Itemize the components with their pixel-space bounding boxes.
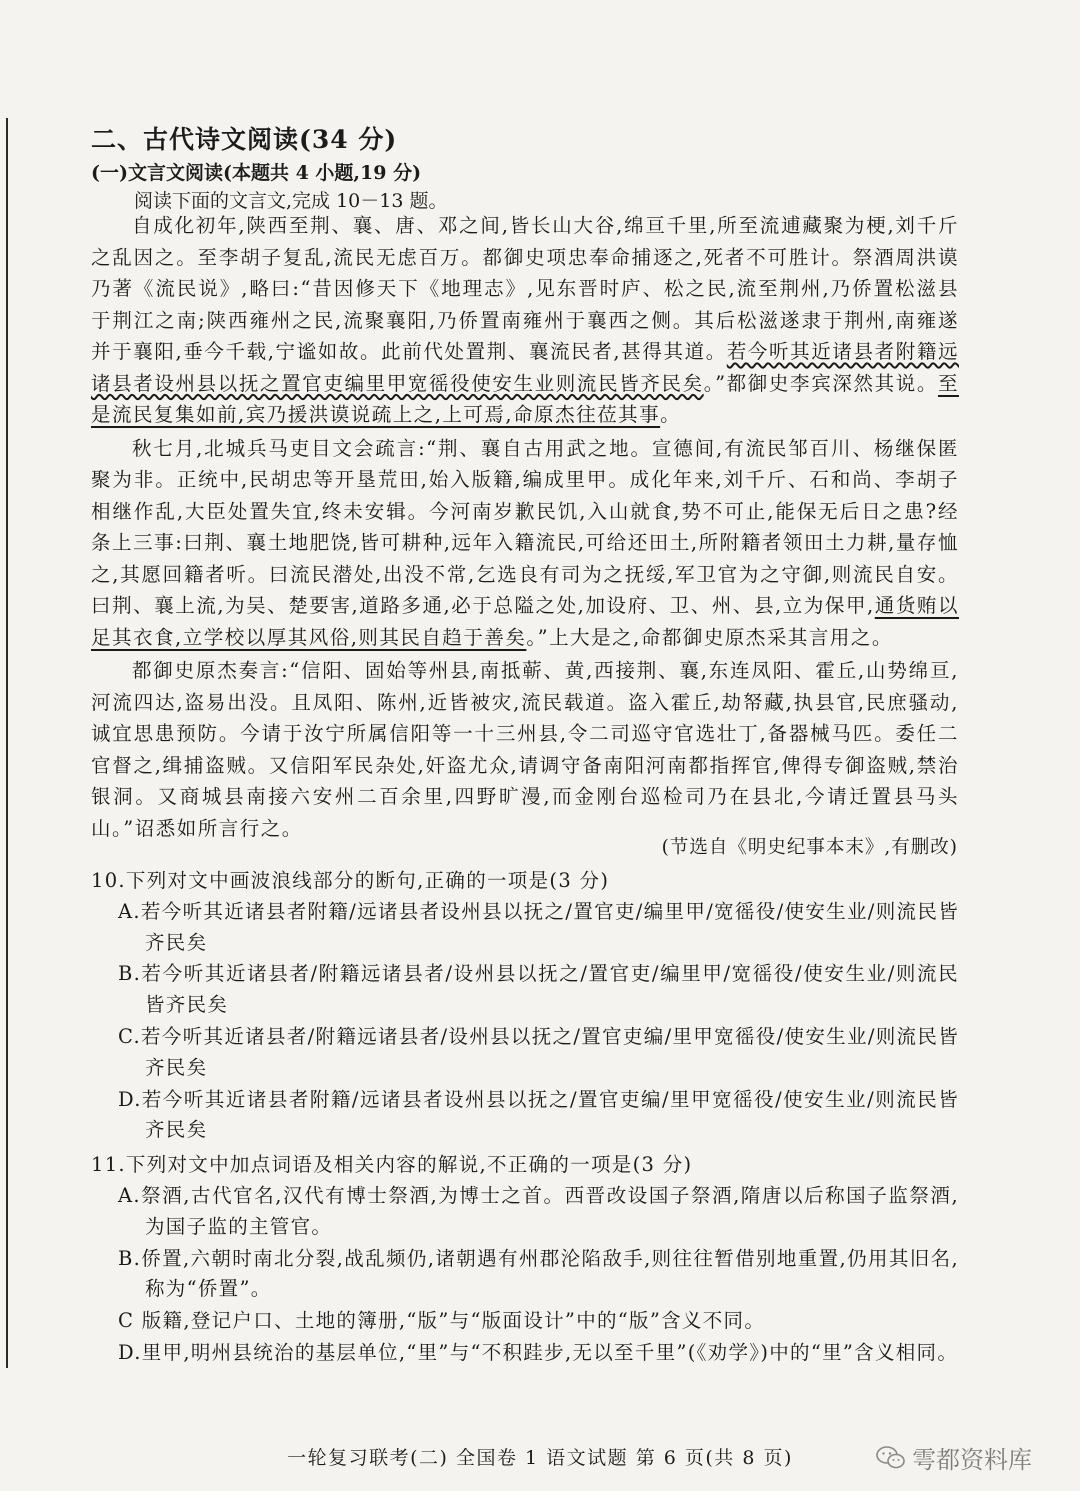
option-b: B.若今听其近诸县者/附籍远诸县者/设州县以抚之/置官吏/编里甲/宽徭役/使安生业/则流民皆齐民矣 [118,962,959,1017]
passage-paragraph-3: 都御史原杰奏言:“信阳、固始等州县,南抵蕲、黄,西接荆、襄,东连凤阳、霍丘,山势绵亘,河流四达,盗易出没。且凤阳、陈州,近皆被灾,流民载道。盗入霍丘,劫帑藏,执县官,民庶骚动,诚宜思患预防。今请于汝宁所属信阳等一十三州县,令二司巡守官选壮丁,备器械马匹。委任二官督之,缉捕盗贼。又信阳军民杂处,奸盗尤众,请调守备南阳河南都指挥官,俾得专御盗贼,禁治银洞。又商城县南接六安州二百余里,四野旷漫,而金刚台巡检司乃在县北,今请迁置县马头山。”诏悉如所言行之。 [91,659,959,840]
question-stem: 10.下列对文中画波浪线部分的断句,正确的一项是(3 分) [91,869,610,892]
option-a: A.若今听其近诸县者附籍/远诸县者设州县以抚之/置官吏/编里甲/宽徭役/使安生业/则流民皆齐民矣 [118,899,959,954]
passage-text: 秋七月,北城兵马吏目文会疏言:“荆、襄自古用武之地。宣德间,有流民邹百川、杨继保匿聚为非。正统中,民胡忠等开垦荒田,始入版籍,编成里甲。成化年来,刘千斤、石和尚、李胡子相继作乱,大臣处置失宜,终未安辑。今河南岁歉民饥,入山就食,势不可止,能保无后日之患?经条上三事:曰荆、襄土地肥饶,皆可耕种,远年入籍流民,可给还田土,所附籍者领田土力耕,量存恤之,其愿回籍者听。曰流民潜处,出没不常,乞选良有司为之抚绥,军卫官为之守御,则流民自安。曰荆、襄上流,为吴、楚要害,道路多通,必于总隘之处,加设府、卫、州、县,立为保甲, [91,436,959,617]
passage-paragraph-1 [91,210,959,431]
passage-text: 自成化初年,陕西至荆、襄、唐、邓之间,皆长山大谷,绵亘千里,所至流逋藏聚为梗,刘千斤之乱因之。至李胡子复乱,流民无虑百万。都御史项忠奉命捕逐之,死者不可胜计。祭酒周洪谟乃著《流民说》,略曰:“昔因修天下《地理志》,见东晋时庐、松之民,流至荆州,乃侨置松滋县于荆江之南;陕西雍州之民,流聚襄阳,乃侨置南雍州于襄西之侧。其后松滋遂隶于荆州,南雍遂并于襄阳,垂今千载,宁谧如故。此前代处置荆、襄流民者,甚得其道。 [91,214,959,363]
passage [91,210,959,846]
underlined-text: 至是流民复集如前,宾乃援洪谟说疏上之,上可焉,命原杰往莅其事 [91,371,959,426]
questions [91,866,959,1373]
instruction: 阅读下面的文言文,完成 10－13 题。 [134,190,448,212]
passage-text: 。”都御史李宾深然其说。 [703,371,938,395]
wavy-underlined-text: 若今听其近诸县者附籍远诸县者设州县以抚之置官吏编里甲宽徭役使安生业则流民皆齐民矣 [91,340,959,395]
watermark-text: 雩都资料库 [912,1446,1032,1474]
passage-text: 。”上大是之,命都御史原杰采其言用之。 [526,625,893,649]
watermark [876,1440,1032,1475]
option-c: C 版籍,登记户口、土地的簿册,“版”与“版面设计”中的“版”含义不同。 [118,1309,766,1333]
page-footer: 一轮复习联考(二) 全国卷 1 语文试题 第 6 页(共 8 页) [287,1447,793,1469]
option-b: B.侨置,六朝时南北分裂,战乱频仍,诸朝遇有州郡沦陷敌手,则往往暂借别地重置,仍用其旧名,称为“侨置”。 [118,1246,959,1301]
passage-paragraph-2 [91,433,959,654]
option-a: A.祭酒,古代官名,汉代有博士祭酒,为博士之首。西晋改设国子祭酒,隋唐以后称国子监祭酒,为国子监的主管官。 [118,1183,959,1238]
question-11 [91,1150,959,1369]
passage-text: 。 [660,403,682,426]
option-d: D.若今听其近诸县者附籍/远诸县者设州县以抚之/置官吏编/里甲宽徭役/使安生业/则流民皆齐民矣 [118,1087,959,1142]
sub-title: (一)文言文阅读(本题共 4 小题,19 分) [91,162,422,184]
option-c: C.若今听其近诸县者/附籍远诸县者/设州县以抚之/置官吏编/里甲宽徭役/使安生业/则流民皆齐民矣 [118,1024,959,1079]
underlined-text: 通货贿以足其衣食,立学校以厚其风俗,则其民自趋于善矣 [91,594,959,649]
source-citation: (节选自《明史纪事本末》,有删改) [661,837,958,858]
question-10 [91,866,959,1146]
option-d: D.里甲,明州县统治的基层单位,“里”与“不积跬步,无以至千里”(《劝学》)中的“里”含义相同。 [118,1340,959,1364]
margin-line [6,118,8,1368]
wechat-icon [876,1445,906,1471]
section-title: 二、古代诗文阅读(34 分) [91,125,398,154]
question-stem: 11.下列对文中加点词语及相关内容的解说,不正确的一项是(3 分) [91,1153,693,1177]
